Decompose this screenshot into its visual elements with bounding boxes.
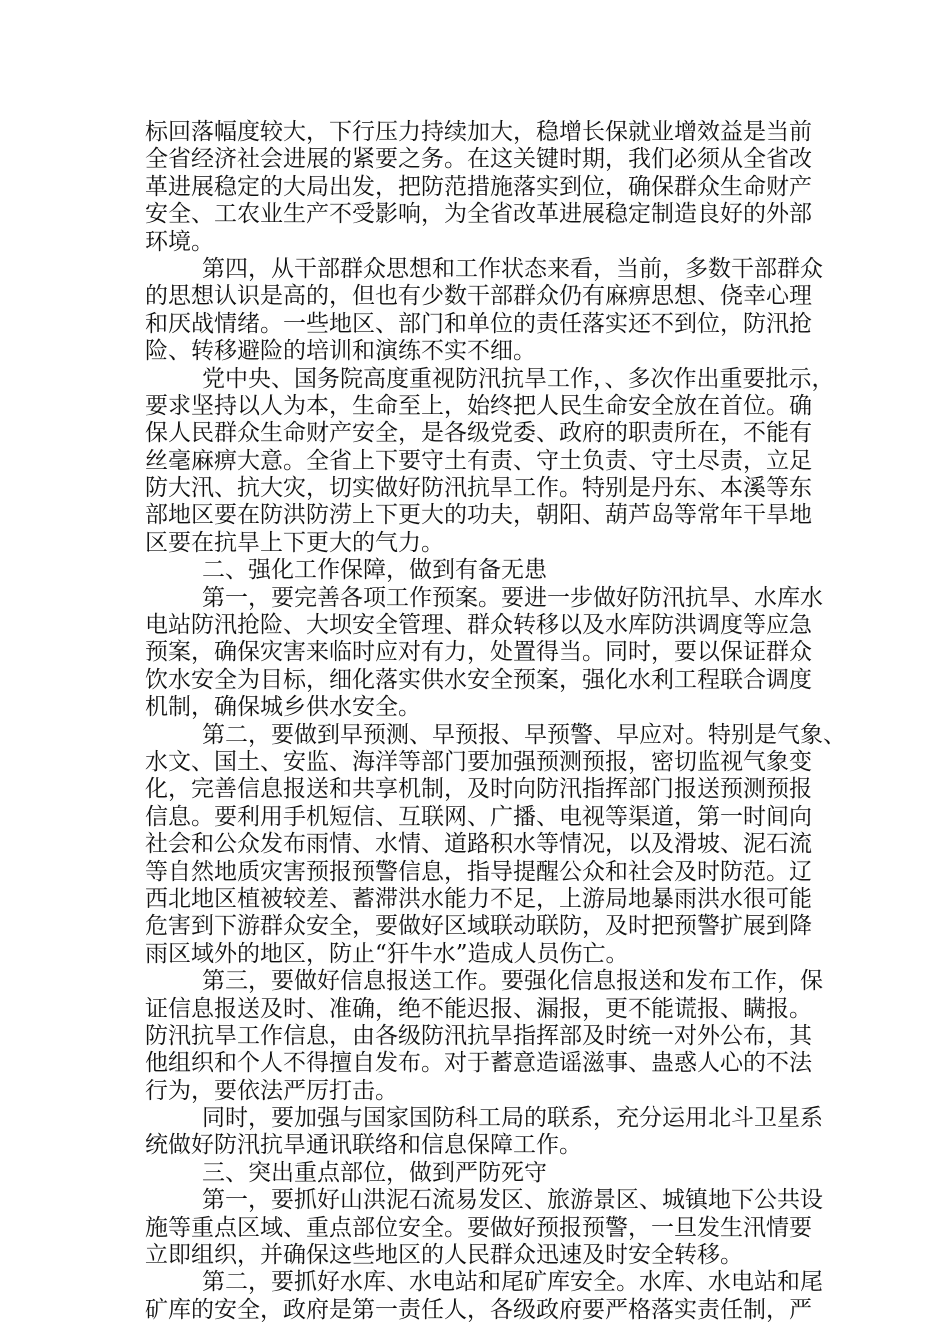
text-line: 雨区域外的地区，防止“犴牛水”造成人员伤亡。 [145,940,629,967]
text-line: 行为，要依法严厉打击。 [145,1077,398,1104]
paragraph-first-line: 党中央、国务院高度重视防汛抗旱工作，、多次作出重要批示， [202,365,835,392]
text-line: 保人民群众生命财产安全，是各级党委、政府的职责所在，不能有 [145,420,812,447]
text-line: 要求坚持以人为本，生命至上，始终把人民生命安全放在首位。确 [145,392,812,419]
text-line: 水文、国土、安监、海洋等部门要加强预测预报，密切监视气象变 [145,748,812,775]
text-line: 他组织和个人不得擅自发布。对于蓄意造谣滋事、蛊惑人心的不法 [145,1050,812,1077]
paragraph-first-line: 第一，要抓好山洪泥石流易发区、旅游景区、城镇地下公共设 [202,1187,823,1214]
paragraph-first-line: 第一，要完善各项工作预案。要进一步做好防汛抗旱、水库水 [202,584,823,611]
text-line: 矿库的安全，政府是第一责任人，各级政府要严格落实责任制，严 [145,1296,812,1323]
text-line: 证信息报送及时、准确，绝不能迟报、漏报，更不能谎报、瞒报。 [145,995,812,1022]
text-line: 立即组织，并确保这些地区的人民群众迅速及时安全转移。 [145,1242,743,1269]
text-line: 统做好防汛抗旱通讯联络和信息保障工作。 [145,1132,582,1159]
text-line: 饮水安全为目标，细化落实供水安全预案，强化水利工程联合调度 [145,666,812,693]
paragraph-first-line: 三、突出重点部位，做到严防死守 [202,1159,547,1186]
paragraph-first-line: 第四，从干部群众思想和工作状态来看，当前，多数干部群众 [202,255,823,282]
paragraph-first-line: 同时，要加强与国家国防科工局的联系，充分运用北斗卫星系 [202,1105,823,1132]
text-line: 丝毫麻痹大意。全省上下要守土有责、守土负责、守土尽责，立足 [145,447,812,474]
text-line: 等自然地质灾害预报预警信息，指导提醒公众和社会及时防范。辽 [145,858,812,885]
text-line: 防大汛、抗大灾，切实做好防汛抗旱工作。特别是丹东、本溪等东 [145,475,812,502]
text-line: 社会和公众发布雨情、水情、道路积水等情况，以及滑坡、泥石流 [145,831,812,858]
paragraph-first-line: 第二，要做到早预测、早预报、早预警、早应对。特别是气象、 [202,721,846,748]
text-line: 西北地区植被较差、蓄滞洪水能力不足，上游局地暴雨洪水很可能 [145,885,812,912]
text-line: 的思想认识是高的，但也有少数干部群众仍有麻痹思想、侥幸心理 [145,283,812,310]
text-line: 革进展稳定的大局出发，把防范措施落实到位，确保群众生命财产 [145,173,812,200]
text-line: 化，完善信息报送和共享机制，及时向防汛指挥部门报送预测预报 [145,776,812,803]
text-line: 电站防汛抢险、大坝安全管理、群众转移以及水库防洪调度等应急 [145,612,812,639]
text-line: 全省经济社会进展的紧要之务。在这关键时期，我们必须从全省改 [145,146,812,173]
text-line: 安全、工农业生产不受影响，为全省改革进展稳定制造良好的外部 [145,201,812,228]
text-line: 和厌战情绪。一些地区、部门和单位的责任落实还不到位，防汛抢 [145,310,812,337]
text-line: 部地区要在防洪防涝上下更大的功夫，朝阳、葫芦岛等常年干旱地 [145,502,812,529]
paragraph-first-line: 第三，要做好信息报送工作。要强化信息报送和发布工作，保 [202,968,823,995]
text-line: 危害到下游群众安全，要做好区域联动联防，及时把预警扩展到降 [145,913,812,940]
paragraph-first-line: 二、强化工作保障，做到有备无患 [202,557,547,584]
text-line: 险、转移避险的培训和演练不实不细。 [145,338,536,365]
text-line: 标回落幅度较大，下行压力持续加大，稳增长保就业增效益是当前 [145,119,812,145]
text-line: 机制，确保城乡供水安全。 [145,694,421,721]
text-line: 预案，确保灾害来临时应对有力，处置得当。同时，要以保证群众 [145,639,812,666]
text-line: 区要在抗旱上下更大的气力。 [145,529,444,556]
document-body [145,119,846,1324]
paragraph-first-line: 第二，要抓好水库、水电站和尾矿库安全。水库、水电站和尾 [202,1269,823,1296]
text-line: 环境。 [145,228,214,255]
text-line: 施等重点区域、重点部位安全。要做好预报预警，一旦发生汛情要 [145,1214,812,1241]
text-line: 防汛抗旱工作信息，由各级防汛抗旱指挥部及时统一对外公布，其 [145,1022,812,1049]
text-line: 信息。要利用手机短信、互联网、广播、电视等渠道，第一时间向 [145,803,812,830]
